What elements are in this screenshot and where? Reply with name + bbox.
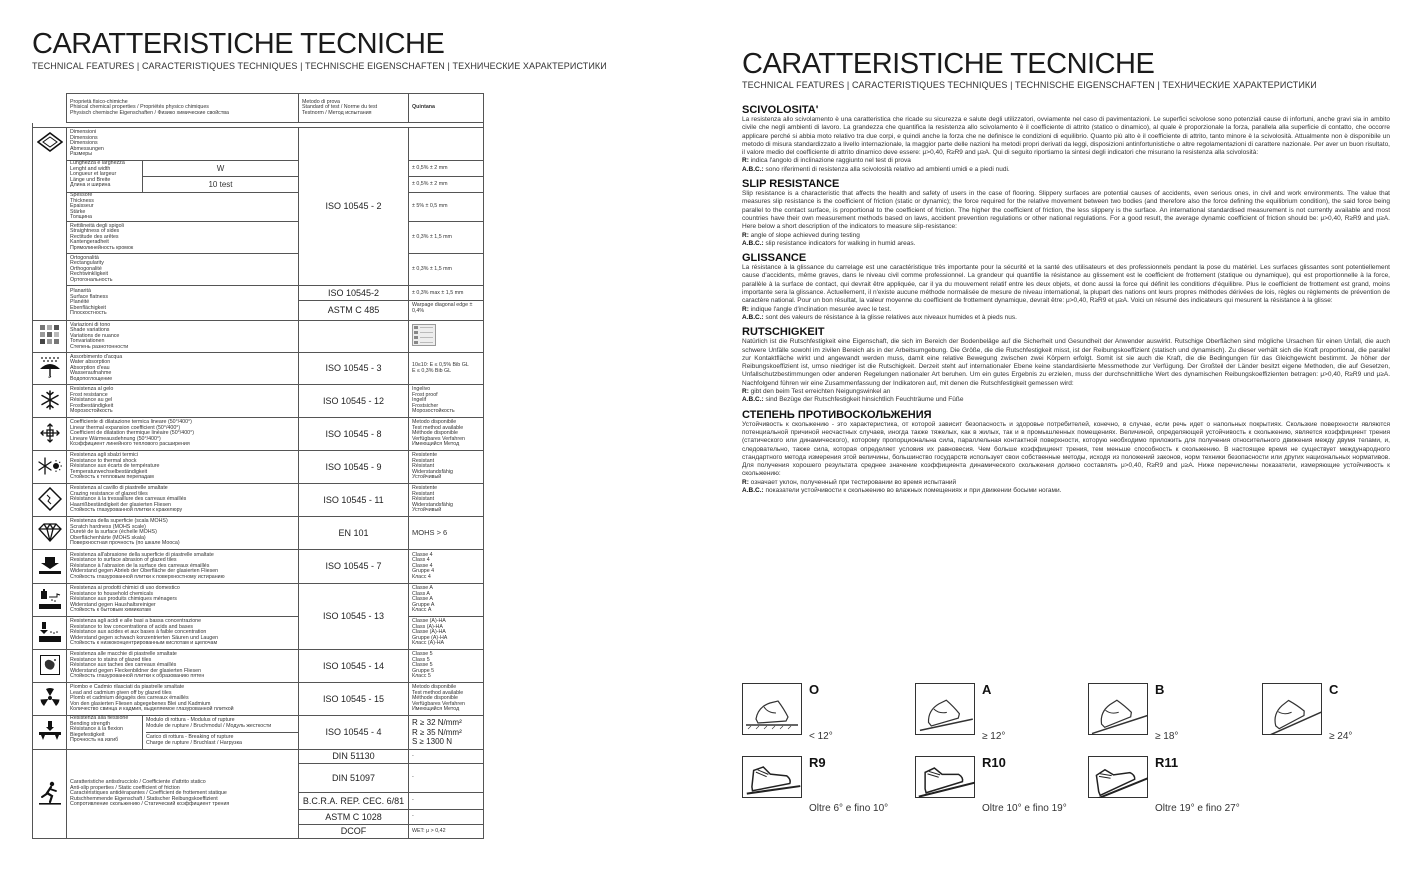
flatness-method-1: ISO 10545-2 <box>299 286 408 301</box>
spec-row-chemicals-household: Resistenza ai prodotti chimici di uso domestico Resistance to household chemicals Résistance aux produits chimiques ménagers Widerstand gegen Haushaltsreiniger Стойкость к бытовым химикатам ISO 10545 - 13 Classe A Class A Classe A Gruppe A Класс A <box>33 584 484 617</box>
w-label: W <box>143 161 298 177</box>
dimensions-icon <box>33 128 67 321</box>
section-german: RUTSCHIGKEIT Natürlich ist die Rutschfestigkeit eine Eigenschaft, die sich im Bereich der Bodenbeläge auf die Sicherheit und Gesundheit der Anwender auswirkt. Rutschige Oberflächen sind mögliche Ursachen für einen Unfall, die auch schwere Unfälle sowohl im zivilen Bereich als in der Arbeitsumgebung. Die Größe, die die Rutschfestigkeit misst, ist der Reibungskoeffizient (statisch und dynamisch). Zu dieser verhält sich die Kraft proportional, die parallel zur Kontaktfläche wirkt und angewandt werden muss, damit eine relative Bewegung zwischen zwei Körpern erfolgt. Somit ist sie auch die Kraft, die die Bedingungen für das Gleichgewicht bestimmt. Je höher der Reibungskoeffizient ist, umso niedriger ist die Rutschigkeit. Derzeit steht auf internationaler Ebene keine standardisierte Messmethode zur Verfügung. Der Großteil der Länder besitzt eigene Methoden, die auf Gesetzen, Unfallschutzbestimmungen oder anderen Regelungen nationaler Art beruhen. Um ein gutes Ergebnis zu erzielen, muss der durchschnittliche Wert des dynamischen Reibungskoeffizienten betragen: μ>0,40, R≥R9 und μ≥A. Nachfolgend führen wir eine Zusammenfassung der Indikatoren auf, mit denen die Rutschfestigkeit gemessen wird: R: gibt den beim Test erreichten Neigungswinkel an A.B.C.: sind Bezüge der Rutschfestigkeit hinsichtlich Feuchträume und Füße <box>742 326 1390 404</box>
thermal-shock-icon <box>33 451 67 484</box>
stain-icon <box>33 650 67 683</box>
straightness-label: Rettilineità degli spigoli Straightness of sides Rectitude des arêtes Kantengeradheit Прямолинейность кромок <box>67 222 299 254</box>
header-method: Metodo di prova Standard of test / Norme du test Testnorm / Метод испытания <box>299 94 409 123</box>
spec-row-slip: Caratteristiche antisdrucciolo / Coefficiente d'attrito statico Anti-slip properties / Static coefficient of friction Caractéristiques antidérapantes / Coefficient de frottement statique Rutschhemmende Eigenschaft / Statischer Reibungskoeffizient Сопротивление скольжению / Статический коэффициент трения DIN 51130 - <box>33 750 484 764</box>
household-chemicals-icon <box>33 584 67 617</box>
slip-angle-0-icon <box>742 683 802 735</box>
right-page-title: CARATTERISTICHE TECNICHE <box>742 48 1155 80</box>
spec-row-crazing: Resistenza al cavillo di piastrelle smaltate Crazing resistance of glazed tiles Résistance à la tressaillure des carreaux émaillés Haarrißbeständigkeit der glasierten Fliesen Стойкость глазурованной плитки к кракелюру ISO 10545 - 11 Resistente Resistant Résistant Widerstandsfähig Устойчивый <box>33 484 484 517</box>
bending-label: Resistenza alla flessione Bending strength Résistance à la flexion Biegefestigkeit Прочность на изгиб <box>67 716 143 749</box>
hazard-icon <box>33 683 67 716</box>
spec-row-bending: Resistenza alla flessione Bending strength Résistance à la flexion Biegefestigkeit Прочность на изгиб Modulo di rottura - Modulus of rupture Module de rupture / Bruchmodul / Модуль жесткости Carico di rottura - Breaking of rupture Charge de rupture / Bruchlast / Нагрузка ISO 10545 - 4 R ≥ 32 N/mm² R ≥ 35 N/mm² S ≥ 1300 N <box>33 716 484 750</box>
abrasion-icon <box>33 550 67 584</box>
section-english: SLIP RESISTANCE Slip resistance is a characteristic that affects the health and safety of users in the case of flooring. Slippery surfaces are potential causes of accidents, even serious ones, in civil and work environments. The value that measures slip resistance is the coefficient of friction (static or dynamic); the force required for the relative movement between two bodies (and therefore also the force defining the equilibrium condition), the said force being parallel to the contact surface, is proportional to the coefficient of friction. The higher the coefficient of friction, the less slippery is the surface. An international standardised measurement is not currently available and most countries have their own measurement methods based on laws, accident prevention regulations or other national regulations. For a good result, the average dynamic coefficient of friction should be: μ>0,40, R≥R9 and μ≥A. Here below a short description of the indicators to measure slip-resistance: R: angle of slope achieved during testing A.B.C.: slip resistance indicators for walking in humid areas. <box>742 178 1390 247</box>
shoe-slope-r11-icon <box>1088 756 1148 798</box>
spec-row-mohs: Resistenza della superficie (scala MOHS) Scratch hardness (MOHS scale) Dureté de la surface (échelle MOHS) Oberflächenhärte (MOHS skala) Поверхностная прочность (по шкале Мооса) EN 101 MOHS > 6 <box>33 517 484 550</box>
spec-row-frost: Resistenza al gelo Frost resistance Résistance au gel Frostbeständigkeit Морозостойкость ISO 10545 - 12 Ingelivo Frost proof Ingelif Frostsicher Морозостойкость <box>33 385 484 418</box>
dimensions-method: ISO 10545 - 2 <box>299 128 409 286</box>
section-italian: SCIVOLOSITA' La resistenza allo scivolamento è una caratteristica che ricade su sicurezza e salute degli utilizzatori, ovviamente nel caso di pavimentazioni. Le superfici scivolose sono potenziali cause di infortuni, anche gravi sia in ambito civile che negli ambienti di lavoro. La grandezza che quantifica la resistenza allo scivolamento è il coefficiente di attrito (statico o dinamico), al quale è proporzionale la forza, parallela alla superficie di contatto, che occorre applicare perché si abbia moto relativo tra due corpi, e quindi anche la forza che ne definisce le condizioni di equilibrio. Quanto più alto è il coefficiente di attrito, tanto minore è la scivolosità. Attualmente non è disponibile un metodo di misura standardizzato a livello internazionale, la maggior parte delle nazioni ha metodi propri derivati da leggi, disposizioni antinfortunistiche o altre regolamentazioni di carattere nazionale. Per aver un buon risultato, il valore medio del coefficiente di attrito dinamico deve essere: μ>0,40, R≥R9 and μ≥A. Qui di seguito riportiamo la sintesi degli indicatori che misurano la resistenza alla scivolosità: R: indica l'angolo di inclinazione raggiunto nel test di prova A.B.C.: sono riferimenti di resistenza alla scivolosità relativo ad ambienti umidi e a piedi nudi. <box>742 104 1390 173</box>
acid-resistance-icon <box>33 617 67 650</box>
flatness-label: Planarità Surface flatness Planéité Ebenflächigkeit Плоскостность <box>67 286 299 321</box>
right-page-subtitle: TECHNICAL FEATURES | CARACTERISTIQUES TECHNIQUES | TECHNISCHE EIGENSCHAFTEN | ТЕХНИЧЕСКИЕ ХАРАКТЕРИСТИКИ <box>742 80 1317 90</box>
spec-row-lead: Piombo e Cadmio rilasciati da piastrelle smaltate Lead and cadmium given off by glazed tiles Plomb et cadmium dégagés des carreaux émaillés Von den glasierten Fliesen abgegebenes Blei und Kadmium Количество свинца и кадмия, выделяемое глазурованной плиткой ISO 10545 - 15 Metodo disponibile Test method available Méthode disponible Verfügbares Verfahren Имеющийся Метод <box>33 683 484 716</box>
header-properties: Proprietà fisico-chimiche Phisical chemical properties / Propriétés physico chimiques Physisch chemische Eigenschaften / Физико химические свойства <box>67 94 299 123</box>
table-header-row <box>33 94 484 123</box>
left-page-title: CARATTERISTICHE TECNICHE <box>32 28 445 60</box>
technical-features-table: Proprietà fisico-chimiche Phisical chemical properties / Propriétés physico chimiques Physisch chemische Eigenschaften / Физико химические свойства Metodo di prova Standard of test / Norme du test Testnorm / Метод испытания Quintana Dimensioni Dimensions Dimensions Abmessungen Размеры ISO 10545 - 2 Lunghezza e larghezza Lenght and width Longueur et largeur Länge und Breite Длина и ширина W 10 test ± 0,5% ± 2 mm ± 0,5% ± 2 mm Spessore Thickness Epaisseur Stärke Толщина ± 5% ± 0,5 mm Rettilineità degli spigoli Straightness of sides Rectitude des arêtes Kantengeradheit Прямолинейность кромок ± 0,3% ± 1,5 mm Ortogonalità Rectangularity Orthogonalité Rechtwinkligkeit Ортогональность ± 0,3% ± 1,5 mm Planarità Surface flatness Planéité Ebenflächigkeit Плоскостность ISO 10545-2 ASTM C 485 ± 0,3% max ± 1,5 mm Warpage diagonal edge ± 0,4% Variazioni di tono Shade variations Variations de nuance Tonvariationen Степень разнотонности Assorbimento d'acqua Water absorption Absorption d'eau Wasseraufnahme Водопоглощение ISO 10545 - 3 10≤10: E ≤ 0,5% Bib GL E ≤ 0,3% Bib GL Resistenza al gelo Frost resistance Résistance au gel Frostbeständigkeit Морозостойкость ISO 10545 - 12 Ingelivo Frost proof Ingelif Frostsicher Морозостойкость Coefficiente di dilatazione termica lineare (50°/400°) Linear thermal expansion coefficient (50°/400°) Coefficient de dilatation thermique linéaire (50°/400°) Lineare Wärmeausdehnung (50°/400°) Коэффициент линейного теплового расширения ISO 10545 - 8 Metodo disponibile Test method available Méthode disponible Verfügbares Verfahren Имеющийся Метод Resistenza agli sbalzi termici Resistance to thermal shock Résistance aux écarts de température Temperaturwechselbeständigkeit Стойкость к тепловым перепадам ISO 10545 - 9 Resistente Resistant Résistant Widerstandsfähig Устойчивый Resistenza al cavillo di piastrelle smaltate Crazing resistance of glazed tiles Résistance à la tressaillure des carreaux émaillés Haarrißbeständigkeit der glasierten Fliesen Стойкость глазурованной плитки к кракелюру ISO 10545 - 11 Resistente Resistant Résistant Widerstandsfähig Устойчивый Resistenza della superficie (scala MOHS) Scratch hardness (MOHS scale) Dureté de la surface (échelle MOHS) Oberflächenhärte (MOHS skala) Поверхностная прочность (по шкале Мооса) EN 101 MOHS > 6 Resistenza all'abrasione della superficie di piastrelle smaltate Resistance to surface abrasion of glazed tiles Résistance à l'abrasion de la surface des carreaux émaillés Widerstand gegen Abrieb der Oberfläche der glasierten Fliesen Стойкость глазурованной плитки к поверхностному истиранию ISO 10545 - 7 Classe 4 Class 4 Classe 4 Gruppe 4 Класс 4 Resistenza ai prodotti chimici di uso domestico Resistance to household chemicals Résistance aux produits chimiques ménagers Widerstand gegen Haushaltsreiniger Стойкость к бытовым химикатам ISO 10545 - 13 Classe A Class A Classe A Gruppe A Класс A Resistenza agli acidi e alle basi a bassa concentrazione Resistance to low concentrations of acids and bases Résistance aux acides et aux bases à faible concentration Widerstand gegen schwach konzentrierten Säuren und Laugen Стойкость к низкоконцентрированным кислотам и щелочам Classe (A)-HA Class (A)-HA Classe (A)-HA Gruppe (A)-HA Класс (A)-HA Resistenza alle macchie di piastrelle smaltate Resistance to stains of glazed tiles Résistance aux taches des carreaux émaillés Widerstand gegen Fleckenbildner der glasierten Fliesen Стойкость глазурованной плитки к образованию пятен ISO 10545 - 14 Classe 5 Class 5 Classe 5 Gruppe 5 Класс 5 Piombo e Cadmio rilasciati da piastrelle smaltate Lead and cadmium given off by glazed tiles Plomb et cadmium dégagés des carreaux émaillés Von den glasierten Fliesen abgegebenes Blei und Kadmium Количество свинца и кадмия, выделяемое глазурованной плиткой ISO 10545 - 15 Metodo disponibile Test method available Méthode disponible Verfügbares Verfahren Имеющийся Метод Resistenza alla flessione Bending strength Résistance à la flexion Biegefestigkeit Прочность на изгиб Modulo di rottura - Modulus of rupture Module de rupture / Bruchmodul / Модуль жесткости Carico di rottura - Breaking of rupture Charge de rupture / Bruchlast / Нагрузка ISO 10545 - 4 R ≥ 32 N/mm² R ≥ 35 N/mm² S ≥ 1300 N Caratteristiche antisdrucciolo / Coefficiente d'attrito statico Anti-slip properties / Static coefficient of friction Caractéristiques antidérapantes / Coefficient de frottement statique Rutschhemmende Eigenschaft / Statischer Reibungskoeffizient Сопротивление скольжению / Статический коэффициент трения DIN 51130 - DIN 51097 - B.C.R.A. REP. CEC. 6/81 - ASTM C 1028 - DCOF WET: μ > 0,42 <box>32 93 484 839</box>
water-absorption-icon <box>33 353 67 385</box>
shoe-slope-r10-icon <box>915 756 975 798</box>
crazing-icon <box>33 484 67 517</box>
dimensions-row <box>33 128 484 161</box>
dimensions-label: Dimensioni Dimensions Dimensions Abmessungen Размеры <box>67 128 299 161</box>
snowflake-icon <box>33 385 67 418</box>
spec-row-water: Assorbimento d'acqua Water absorption Absorption d'eau Wasseraufnahme Водопоглощение ISO 10545 - 3 10≤10: E ≤ 0,5% Bib GL E ≤ 0,3% Bib GL <box>33 353 484 385</box>
straightness-value: ± 0,3% ± 1,5 mm <box>409 222 484 254</box>
modulus-rupture-label: Modulo di rottura - Modulus of rupture Module de rupture / Bruchmodul / Модуль жесткости <box>146 716 298 733</box>
breaking-load-label: Carico di rottura - Breaking of rupture Charge de rupture / Bruchlast / Нагрузка <box>146 734 242 746</box>
orthogonality-value: ± 0,3% ± 1,5 mm <box>409 254 484 286</box>
slipping-person-icon <box>33 750 67 839</box>
left-page-subtitle: TECHNICAL FEATURES | CARACTERISTIQUES TECHNIQUES | TECHNISCHE EIGENSCHAFTEN | ТЕХНИЧЕСКИЕ ХАРАКТЕРИСТИКИ <box>32 61 607 71</box>
spec-row-shock: Resistenza agli sbalzi termici Resistance to thermal shock Résistance aux écarts de température Temperaturwechselbeständigkeit Стойкость к тепловым перепадам ISO 10545 - 9 Resistente Resistant Résistant Widerstandsfähig Устойчивый <box>33 451 484 484</box>
spec-row-abrasion: Resistenza all'abrasione della superficie di piastrelle smaltate Resistance to surface abrasion of glazed tiles Résistance à l'abrasion de la surface des carreaux émaillés Widerstand gegen Abrieb der Oberfläche der glasierten Fliesen Стойкость глазурованной плитки к поверхностному истиранию ISO 10545 - 7 Classe 4 Class 4 Classe 4 Gruppe 4 Класс 4 <box>33 550 484 584</box>
header-product: Quintana <box>409 94 484 123</box>
shade-variation-chart <box>409 321 484 353</box>
slip-label: Caratteristiche antisdrucciolo / Coefficiente d'attrito statico Anti-slip properties / Static coefficient of friction Caractéristiques antidérapantes / Coefficient de frottement statique Rutschhemmende Eigenschaft / Statischer Reibungskoeffizient Сопротивление скольжению / Статический коэффициент трения <box>67 750 299 839</box>
slip-angle-18-icon <box>1088 683 1148 735</box>
slip-angle-24-icon <box>1262 683 1322 735</box>
length-width-label: Lunghezza e larghezza Lenght and width Longueur et largeur Länge und Breite Длина и ширина <box>67 161 143 192</box>
spec-row-shade: Variazioni di tono Shade variations Variations de nuance Tonvariationen Степень разнотонности <box>33 321 484 353</box>
thickness-label: Spessore Thickness Epaisseur Stärke Толщина <box>67 193 299 222</box>
spec-row-chemicals-acid: Resistenza agli acidi e alle basi a bassa concentrazione Resistance to low concentrations of acids and bases Résistance aux acides et aux bases à faible concentration Widerstand gegen schwach konzentrierten Säuren und Laugen Стойкость к низкоконцентрированным кислотам и щелочам Classe (A)-HA Class (A)-HA Classe (A)-HA Gruppe (A)-HA Класс (A)-HA <box>33 617 484 650</box>
shade-variation-icon <box>33 321 67 353</box>
section-russian: СТЕПЕНЬ ПРОТИВОСКОЛЬЖЕНИЯ Устойчивость к скольжению - это характеристика, от которой зависит безопасность и здоровье потребителей, конечно, в случае, если речь идет о напольных покрытиях. Скользкие поверхности являются потенциальной причиной несчастных случаев, иногда также тяжелых, как в жилых, так и в промышленных помещениях. Величиной, определяющей устойчивость к скольжению, является коэффициент трения (статического или динамического), которому пропорциональна сила, параллельная контактной поверхности, которую необходимо приложить для получения относительного движения между двумя телами, и, следовательно, также сила, которая определяет условия их равновесия. Чем больше коэффициент трения, тем меньше способность к скольжению. В настоящее время не существует международного стандартного метода измерения этой величины, большинство государств использует свои собственные методы, исходя из положений законов, норм техники безопасности или других национальных нормативов. Для получения хорошего результата среднее значение коэффициента динамического скольжения должно составлять μ>0,40, R≥R9 and μ≥A. Ниже перечислены показатели, измеряющие устойчивость к скольжению: R: означает уклон, полученный при тестировании во время испытаний A.B.C.: показатели устойчивости к скольжению во влажных помещениях и при движении босыми ногами. <box>742 408 1390 494</box>
orthogonality-label: Ortogonalità Rectangularity Orthogonalité Rechtwinkligkeit Ортогональность <box>67 254 299 286</box>
spec-row-stains: Resistenza alle macchie di piastrelle smaltate Resistance to stains of glazed tiles Résistance aux taches des carreaux émaillés Widerstand gegen Fleckenbildner der glasierten Fliesen Стойкость глазурованной плитки к образованию пятен ISO 10545 - 14 Classe 5 Class 5 Classe 5 Gruppe 5 Класс 5 <box>33 650 484 683</box>
diamond-icon <box>33 517 67 550</box>
tests-label: 10 test <box>208 180 233 189</box>
slip-angle-12-icon <box>915 683 975 735</box>
flatness-method-2: ASTM C 485 <box>327 305 380 315</box>
thickness-value: ± 5% ± 0,5 mm <box>409 193 484 222</box>
shoe-slope-r9-icon <box>742 756 802 798</box>
bending-strength-icon <box>33 716 67 750</box>
section-french: GLISSANCE La résistance à la glissance du carrelage est une caractéristique très importante pour la sécurité et la santé des utilisateurs et des professionnels pendant la pose du matériel. Les surfaces glissantes sont potentiellement cause d'accidents, même graves, dans le niveau civil comme professionnel. La grandeur qui quantifie la résistance au glissement est le coefficient de frottement (statique ou dynamique), qui est proportionnelle à la force, parallèle à la surface de contact, qui devrait être appliquée, car il ya du mouvement relatif entre les deux objets, et donc aussi la force qui définit les conditions d'équilibre. Plus le coefficient de frottement est grand, moins importante sera la glissance. Actuellement, il n'existe aucune méthode normalisée de mesure de niveau international, la plupart des nations ont leurs propres méthodes dérivées de lois, règles ou règlements de prévention de caractère national. Pour un bon résultat, la valeur moyenne du coefficient de frottement dynamique, devrait être: μ>0,40, R≥R9 et μ≥A. Voici un résumé des indicateurs qui mesurent la résistance à la glisse: R: indique l'angle d'inclination mesurée avec le test. A.B.C.: sont des valeurs de résistance à la glisse relatives aux niveaux humides et à pieds nus. <box>742 252 1390 321</box>
length-value-1: ± 0,5% ± 2 mm <box>409 161 483 177</box>
spec-row-thermal: Coefficiente di dilatazione termica lineare (50°/400°) Linear thermal expansion coefficient (50°/400°) Coefficient de dilatation thermique linéaire (50°/400°) Lineare Wärmeausdehnung (50°/400°) Коэффициент линейного теплового расширения ISO 10545 - 8 Metodo disponibile Test method available Méthode disponible Verfügbares Verfahren Имеющийся Метод <box>33 418 484 451</box>
flatness-value-2: Warpage diagonal edge ± 0,4% <box>412 302 473 314</box>
flatness-value-1: ± 0,3% max ± 1,5 mm <box>409 286 483 301</box>
thermal-expansion-icon <box>33 418 67 451</box>
slip-resistance-text <box>742 104 1390 495</box>
length-value-2: ± 0,5% ± 2 mm <box>412 181 448 187</box>
